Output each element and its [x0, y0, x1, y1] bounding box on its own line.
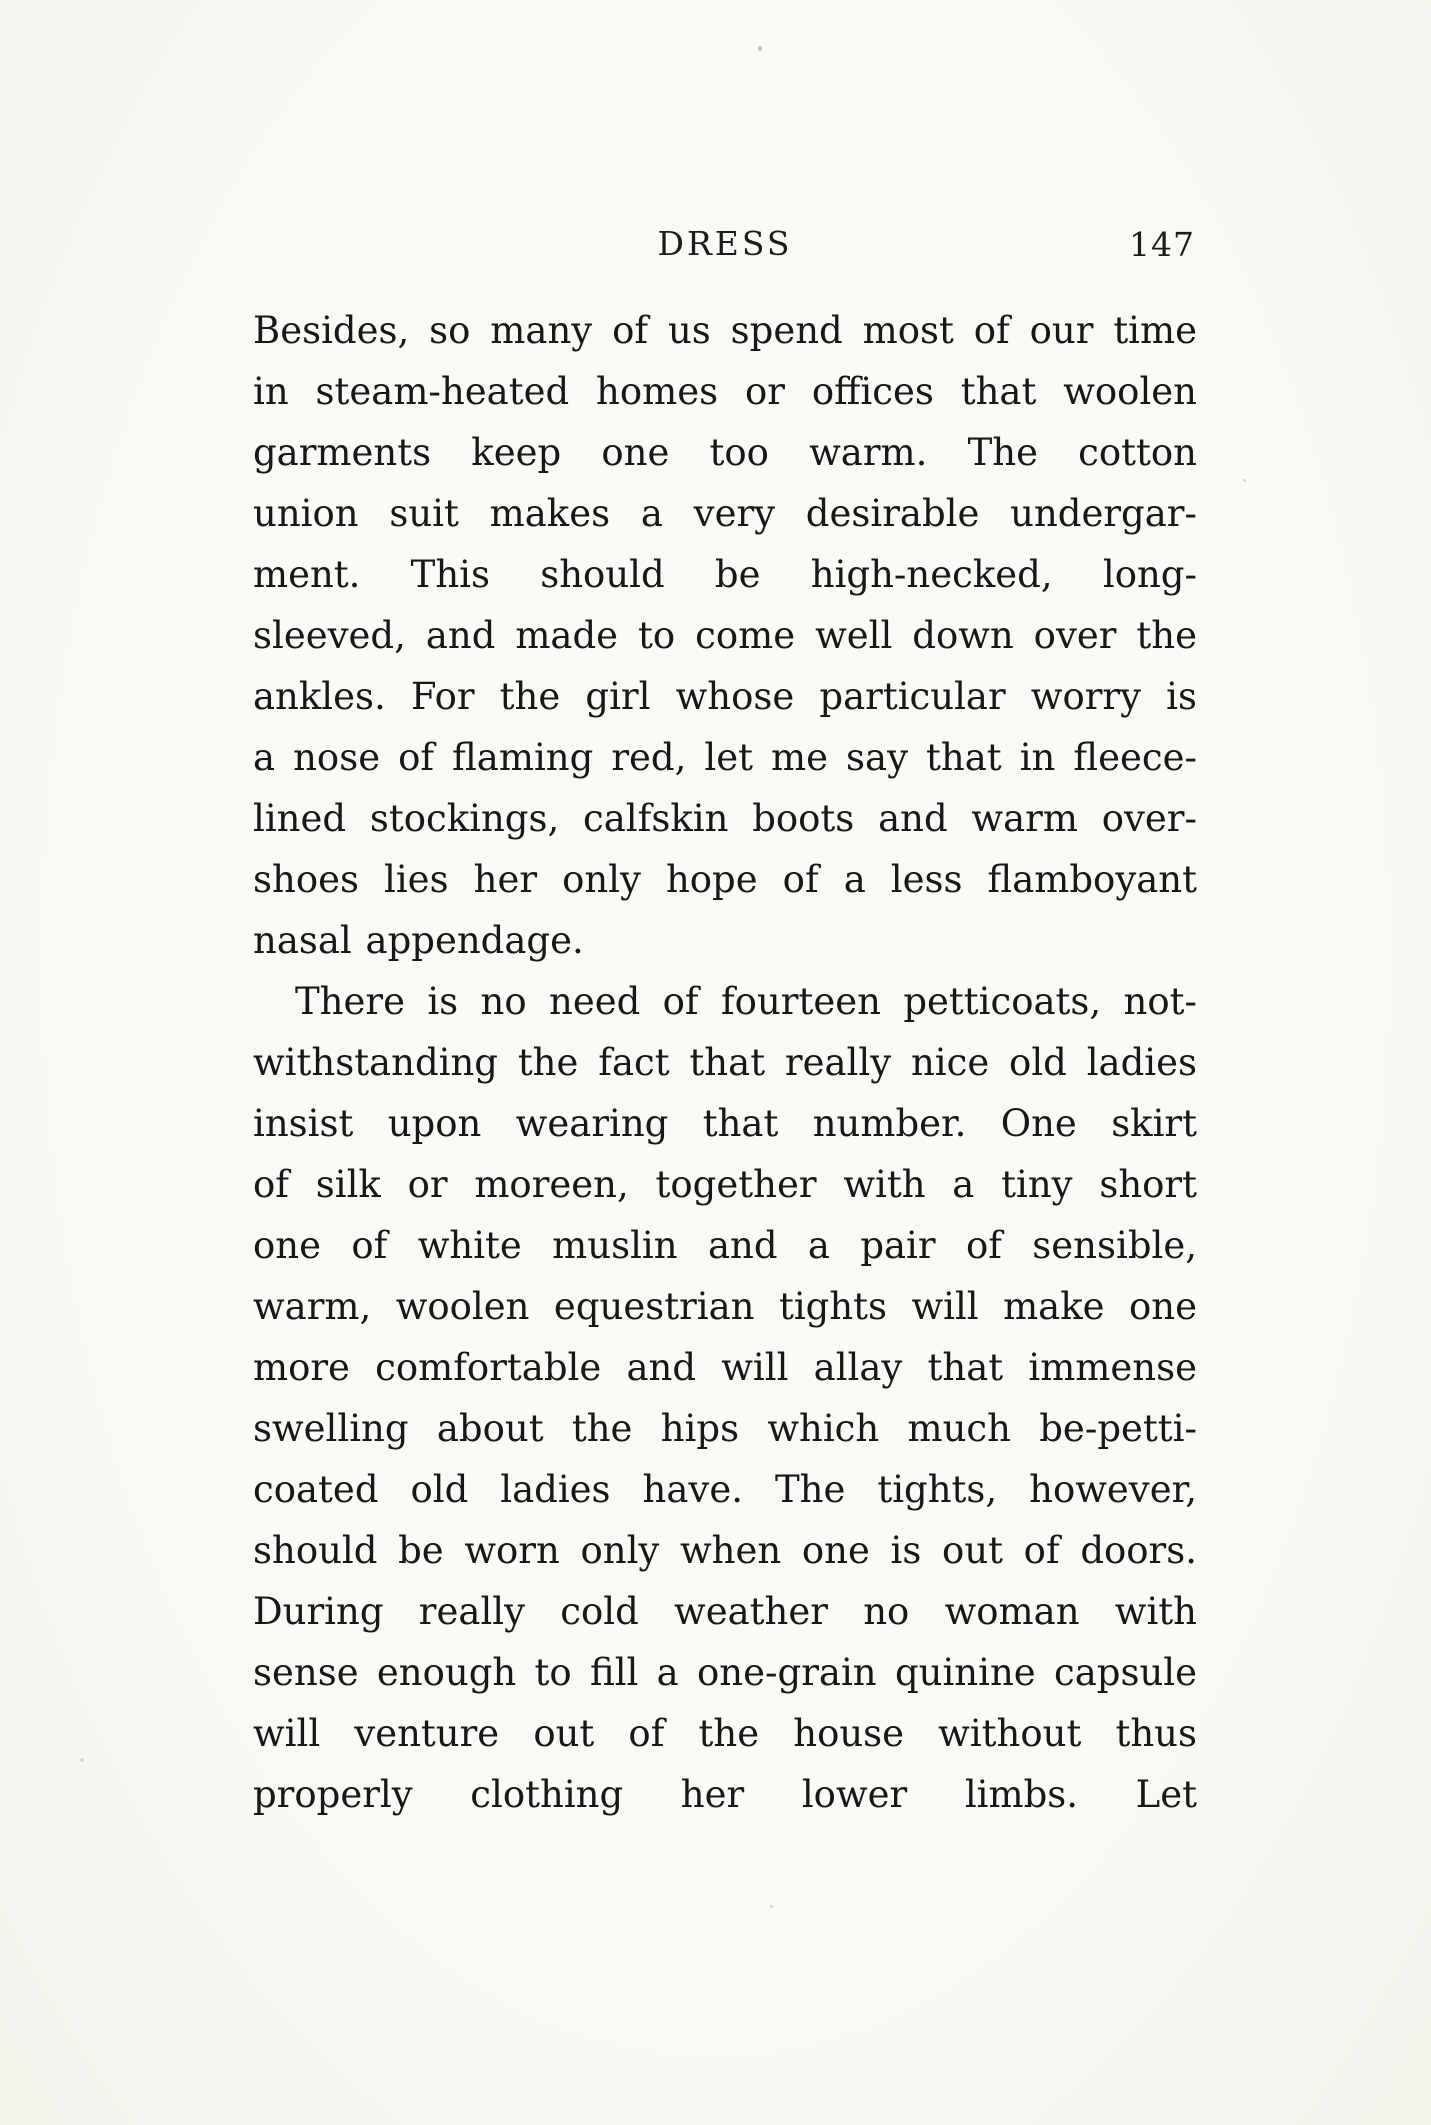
text-line: one of white muslin and a pair of sensible, — [253, 1224, 1197, 1267]
text-line: coated old ladies have. The tights, however, — [253, 1468, 1197, 1511]
text-line: in steam-heated homes or offices that woolen — [253, 370, 1197, 413]
text-line: ment. This should be high-necked, long- — [253, 553, 1197, 596]
paragraph — [253, 971, 1197, 1825]
scan-speck — [770, 1905, 773, 1908]
text-line: shoes lies her only hope of a less flamboyant — [253, 858, 1197, 901]
text-line: garments keep one too warm. The cotton — [253, 431, 1197, 474]
text-line: swelling about the hips which much be-petti- — [253, 1407, 1197, 1450]
scan-speck — [758, 46, 762, 51]
page-number: 147 — [1129, 225, 1195, 264]
text-line: Besides, so many of us spend most of our time — [253, 309, 1197, 352]
text-line: nasal appendage. — [253, 919, 584, 962]
scan-speck — [80, 1758, 84, 1762]
text-line: warm, woolen equestrian tights will make one — [253, 1285, 1197, 1328]
text-line: sleeved, and made to come well down over the — [253, 614, 1197, 657]
text-line: sense enough to fill a one-grain quinine capsule — [253, 1651, 1197, 1694]
running-head: DRESS — [657, 224, 793, 263]
paragraph — [253, 300, 1197, 971]
page-header — [253, 224, 1197, 272]
text-line: more comfortable and will allay that immense — [253, 1346, 1197, 1389]
text-line: union suit makes a very desirable undergar- — [253, 492, 1197, 535]
text-line: should be worn only when one is out of doors. — [253, 1529, 1197, 1572]
text-line: a nose of flaming red, let me say that in fleece- — [253, 736, 1197, 779]
text-line: During really cold weather no woman with — [253, 1590, 1197, 1633]
scan-speck — [1243, 479, 1246, 482]
text-line: withstanding the fact that really nice old ladies — [253, 1041, 1197, 1084]
text-line: properly clothing her lower limbs. Let — [253, 1773, 1197, 1816]
text-line: of silk or moreen, together with a tiny short — [253, 1163, 1197, 1206]
text-line: insist upon wearing that number. One skirt — [253, 1102, 1197, 1145]
text-line: ankles. For the girl whose particular worry is — [253, 675, 1197, 718]
text-line: There is no need of fourteen petticoats, not- — [295, 980, 1197, 1023]
text-line: will venture out of the house without thus — [253, 1712, 1197, 1755]
text-line: lined stockings, calfskin boots and warm over- — [253, 797, 1197, 840]
text-block — [253, 300, 1197, 1825]
